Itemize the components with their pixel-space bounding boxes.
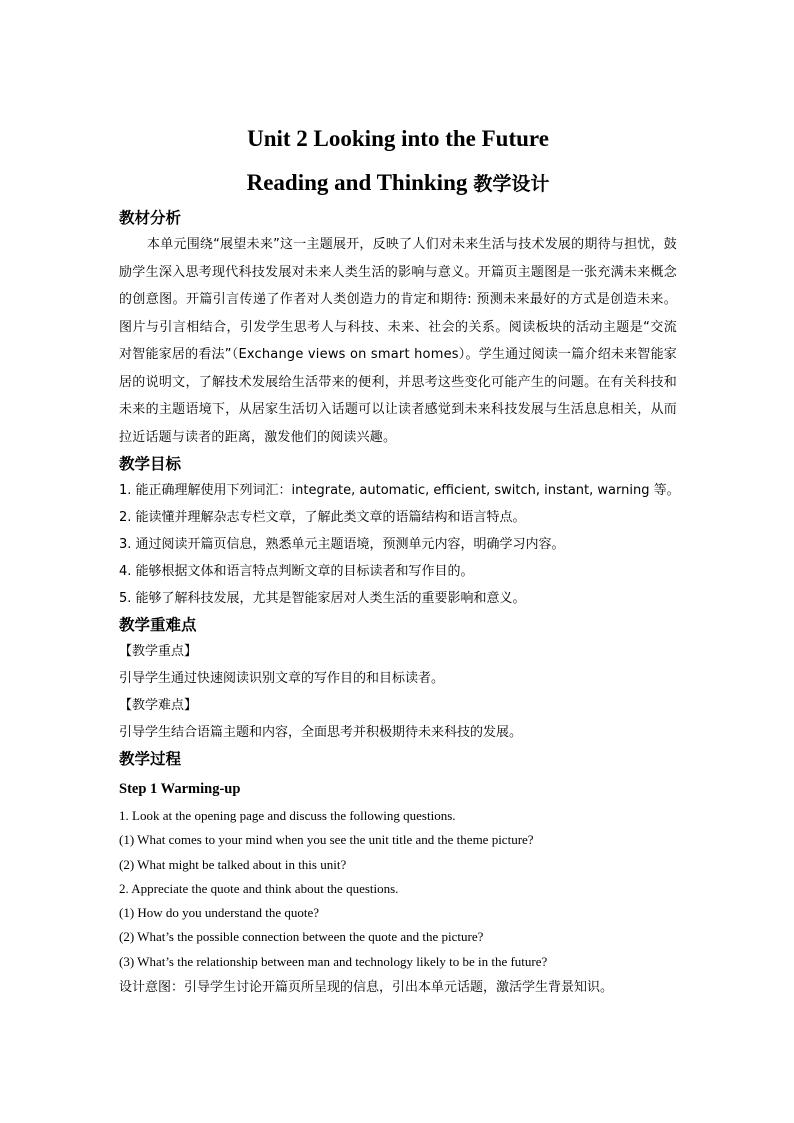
process-line: (2) What’s the possible connection between the quote and the picture? <box>119 929 484 945</box>
process-line: 1. Look at the opening page and discuss the following questions. <box>119 808 456 823</box>
section-heading-objectives: 教学目标 <box>119 455 182 473</box>
process-line: (1) How do you understand the quote? <box>119 905 320 921</box>
design-intent: 设计意图：引导学生讨论开篇页所呈现的信息，引出本单元话题，激活学生背景知识。 <box>119 980 614 996</box>
objective-item: 5. 能够了解科技发展，尤其是智能家居对人类生活的重要影响和意义。 <box>119 591 526 606</box>
focus-text: 引导学生通过快速阅读识别文章的写作目的和目标读者。 <box>119 671 445 686</box>
process-line: (3) What’s the relationship between man and technology likely to be in the future? <box>119 953 548 969</box>
analysis-paragraph: 本单元围绕“展望未来”这一主题展开，反映了人们对未来生活与技术发展的期待与担忧，鼓励学生深入思考现代科技发展对未来人类生活的影响与意义。开篇页主题图是一张充满未来概念的创意图。开篇引言传递了作者对人类创造力的肯定和期待: 预测未来最好的方式是创造未来。图片与引言相结合，引发学生思考人与科技、未来、社会的关系。阅读板块的活动主题是“交流对智能家居的看法”（Exchange views on smart homes）。学生通过阅读一篇介绍未来智能家居的说明文，了解技术发展给生活带来的便利，并思考这些变化可能产生的问题。在有关科技和未来的主题语境下，从居家生活切入话题可以让读者感觉到未来科技发展与生活息息相关，从而拉近话题与读者的距离，激发他们的阅读兴趣。 <box>119 237 677 445</box>
process-line: (2) What might be talked about in this unit? <box>119 856 347 872</box>
section-heading-analysis: 教材分析 <box>119 209 182 227</box>
subtitle-english: Reading and Thinking <box>246 170 468 195</box>
difficulty-label: 【教学难点】 <box>119 698 198 713</box>
difficulty-text: 引导学生结合语篇主题和内容，全面思考并积极期待未来科技的发展。 <box>119 725 523 740</box>
section-heading-process: 教学过程 <box>119 750 182 768</box>
process-line: (1) What comes to your mind when you see the unit title and the theme picture? <box>119 832 534 848</box>
objective-item: 3. 通过阅读开篇页信息，熟悉单元主题语境，预测单元内容，明确学习内容。 <box>119 537 565 552</box>
section-heading-key-points: 教学重难点 <box>119 616 197 634</box>
subtitle-chinese: 教学设计 <box>473 173 550 195</box>
objective-item: 4. 能够根据文体和语言特点判断文章的目标读者和写作目的。 <box>119 564 474 579</box>
focus-label: 【教学重点】 <box>119 644 198 659</box>
document-title: Unit 2 Looking into the Future <box>247 126 549 151</box>
process-line: 2. Appreciate the quote and think about the questions. <box>119 880 399 896</box>
objective-item: 2. 能读懂并理解杂志专栏文章，了解此类文章的语篇结构和语言特点。 <box>119 510 526 525</box>
document-page <box>119 118 680 1001</box>
step-title: Step 1 Warming-up <box>119 781 241 797</box>
objective-item: 1. 能正确理解使用下列词汇：integrate, automatic, efficient, switch, instant, warning 等。 <box>119 483 680 498</box>
document-subtitle <box>119 162 677 205</box>
